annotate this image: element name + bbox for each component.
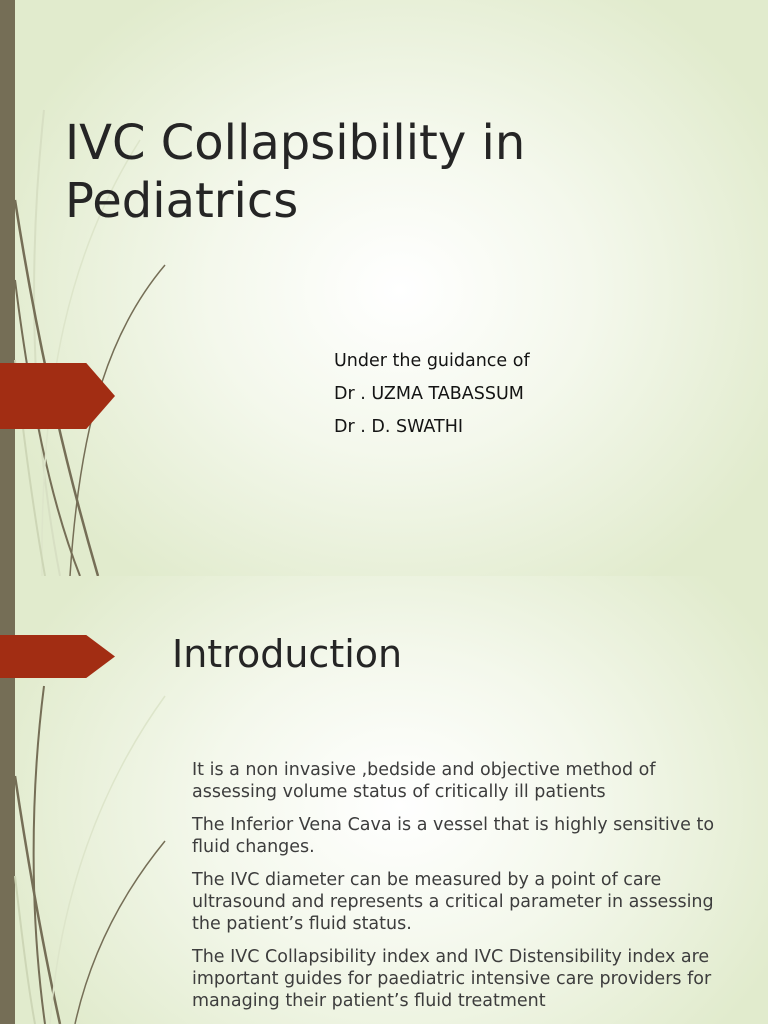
- guidance-line: Under the guidance of: [334, 351, 530, 371]
- guidance-line: Dr . UZMA TABASSUM: [334, 384, 524, 404]
- introduction-slide: [0, 576, 768, 1024]
- bullet-list: [192, 759, 732, 1023]
- slide-title: IVC Collapsibility in Pediatrics: [65, 115, 526, 229]
- bullet-item: The IVC Collapsibility index and IVC Distensibility index are important guides for paediatric intensive care providers for managing their patient’s fluid treatment: [192, 947, 712, 1011]
- slide-heading: Introduction: [172, 632, 403, 676]
- bullet-item: The Inferior Vena Cava is a vessel that is highly sensitive to fluid changes.: [192, 815, 715, 857]
- bullet-item: It is a non invasive ,bedside and objective method of assessing volume status of critically ill patients: [192, 760, 656, 802]
- guidance-block: [334, 346, 530, 445]
- bullet-item: The IVC diameter can be measured by a point of care ultrasound and represents a critical parameter in assessing the patient’s fluid status.: [192, 870, 714, 934]
- decorative-swoosh-lines: [0, 0, 200, 576]
- guidance-line: Dr . D. SWATHI: [334, 417, 464, 437]
